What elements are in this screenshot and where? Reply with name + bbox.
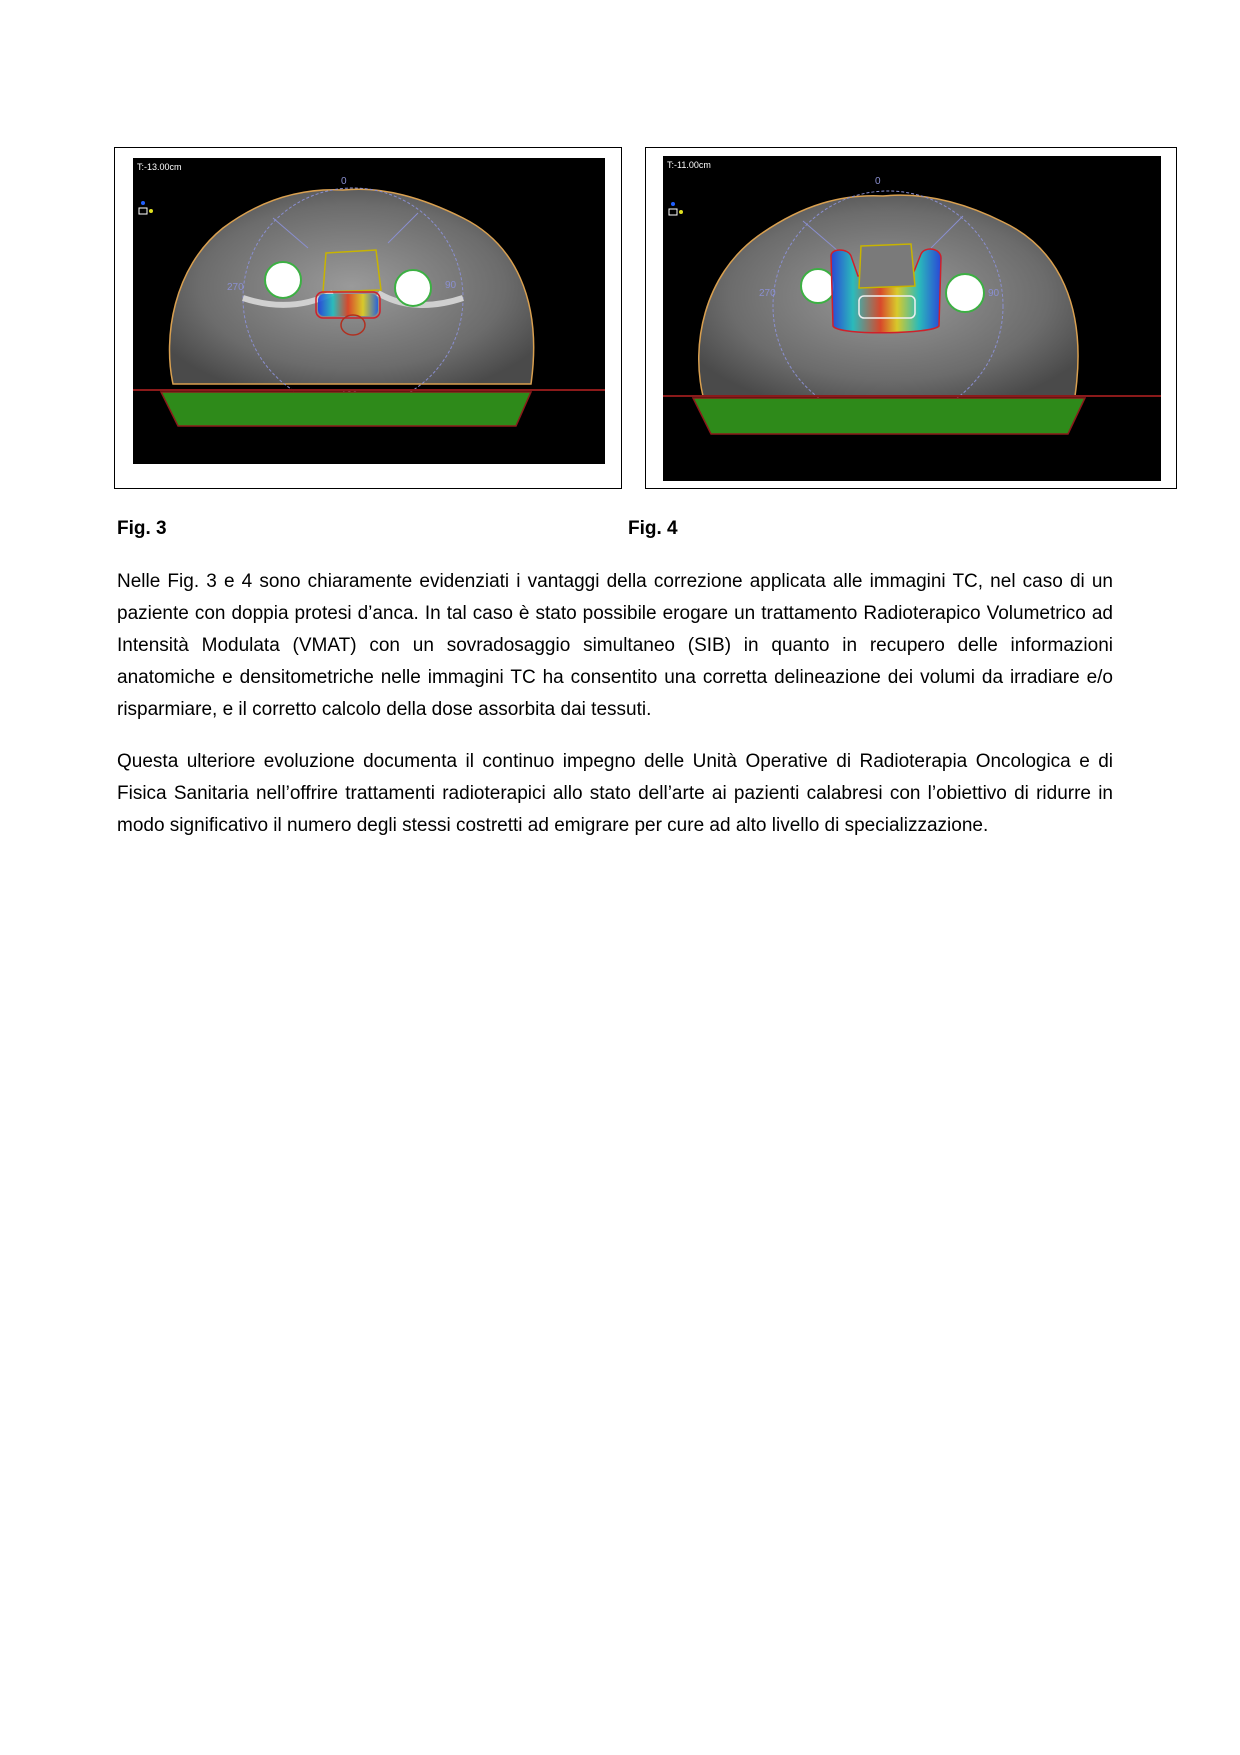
hip-prosthesis-right [395, 270, 431, 306]
figure-3-caption: Fig. 3 [117, 518, 167, 539]
hip-prosthesis-left [265, 262, 301, 298]
orientation-icon [669, 202, 683, 215]
treatment-couch [161, 392, 531, 426]
figure-4-ct-svg [663, 156, 1161, 481]
body-contour [170, 189, 534, 384]
figure-3-frame [114, 147, 622, 489]
angle-0-label: 0 [875, 176, 881, 187]
orientation-icon [139, 201, 153, 214]
figure-4-frame [645, 147, 1177, 489]
bladder-contour [859, 244, 915, 288]
dose-region [318, 294, 378, 316]
figure-4-caption: Fig. 4 [628, 518, 678, 539]
hip-prosthesis-left [801, 269, 835, 303]
figure-3-ct-image [133, 158, 605, 464]
angle-90-label: 90 [988, 288, 1000, 299]
angle-270-label: 270 [227, 282, 244, 293]
slice-label: T:-11.00cm [667, 160, 711, 170]
angle-270-label: 270 [759, 288, 776, 299]
treatment-couch [693, 398, 1085, 434]
body-paragraph-2: Questa ulteriore evoluzione documenta il continuo impegno delle Unità Operative di Radioterapia Oncologica e di Fisica Sanitaria nell’offrire trattamenti radioterapici allo stato dell’arte ai pazienti calabresi con l’obiettivo di ridurre in modo significativo il numero degli stessi costretti ad emigrare per cure ad alto livello di specializzazione. [117, 751, 1113, 836]
figure-4-ct-image [663, 156, 1161, 481]
hip-prosthesis-right [946, 274, 984, 312]
slice-label: T:-13.00cm [137, 162, 182, 172]
angle-90-label: 90 [445, 280, 457, 291]
angle-0-label: 0 [341, 176, 347, 187]
figure-3-ct-svg [133, 158, 605, 464]
body-paragraph-1: Nelle Fig. 3 e 4 sono chiaramente evidenziati i vantaggi della correzione applicata alle immagini TC, nel caso di un paziente con doppia protesi d’anca. In tal caso è stato possibile erogare un trattamento Radioterapico Volumetrico ad Intensità Modulata (VMAT) con un sovradosaggio simultaneo (SIB) in quanto in recupero delle informazioni anatomiche e densitometriche nelle immagini TC ha consentito una corretta delineazione dei volumi da irradiare e/o risparmiare, e il corretto calcolo della dose assorbita dai tessuti. [117, 571, 1113, 720]
